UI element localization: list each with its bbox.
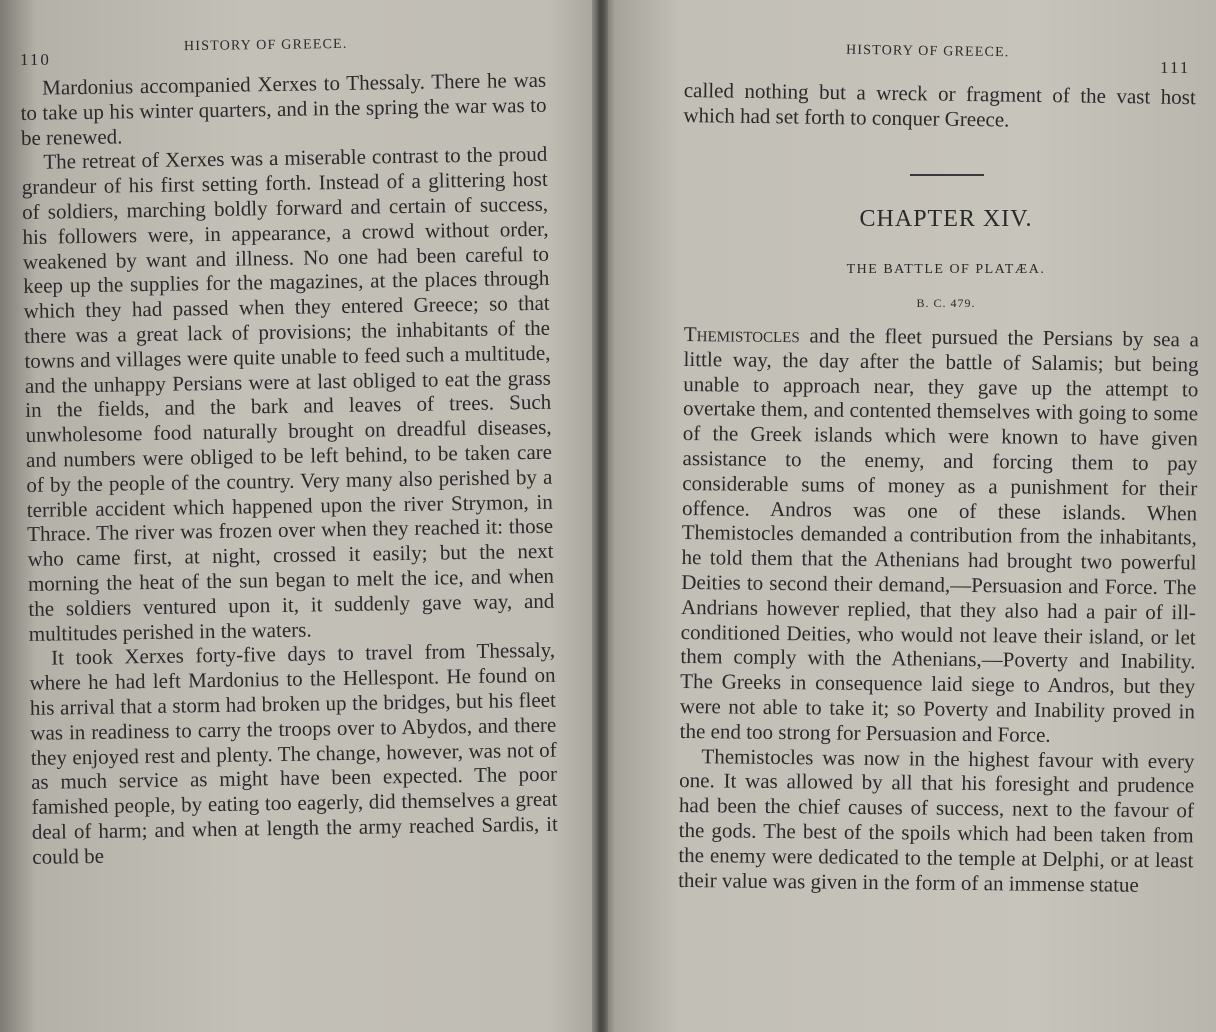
right-paragraph-2: Themistocles was now in the highest favour with every one. It was allowed by all that his foresight and prudence had been the chief causes of success, next to the favour of the gods. The best of the spoils which had been taken from the enemy were dedicated to the temple at Delphi, or at least their value was given in the form of an immense statue xyxy=(678,743,1195,897)
left-paragraph-3: It took Xerxes forty-five days to travel from Thessaly, where he had left Mardonius to the Hellespont. He found on his arrival that a storm had broken up the bridges, but his fleet was in readiness to carry the troops over to Abydos, and there they enjoyed rest and plenty. The change, however, was not of as much service as might have been expected. The poor famished people, by eating too eagerly, did themselves a great deal of harm; and when at length the army reached Sardis, it could be xyxy=(29,637,558,869)
left-body-text xyxy=(20,68,558,870)
paragraph-1-rest: and the fleet pursued the Persians by sea a little way, the day after the battle of Salamis; but being unable to approach near, they gave up the attempt to overtake them, and contented themselves with going to some of the Greek islands which were known to have given assistance to the enemy, and forcing them to pay considerable sums of money as a punishment for their offence. Andros was one of these islands. When Themistocles demanded a contribution from the inhabitants, he told them that the Athenians had brought two powerful Deities to second their demand,—Persuasion and Force. The Andrians however replied, that they also had a pair of ill-conditioned Deities, who would not leave their island, or let them comply with the Athenians,—Poverty and Inability. The Greeks in consequence laid siege to Andros, but they were not able to take it; so Poverty and Inability proved in the end too strong for Persuasion and Force. xyxy=(679,323,1199,747)
right-continued-text xyxy=(683,78,1196,135)
left-paragraph-1: Mardonius accompanied Xerxes to Thessaly. There he was to take up his winter quarters, and in the spring the war was to be renewed. xyxy=(20,67,547,150)
chapter-title: CHAPTER XIV. xyxy=(859,206,1033,232)
left-running-head: HISTORY OF GREECE. xyxy=(183,36,348,55)
chapter-subtitle: THE BATTLE OF PLATÆA. xyxy=(846,262,1046,277)
chapter-date: B. C. 479. xyxy=(916,296,976,310)
left-page-number: 110 xyxy=(20,50,51,69)
right-running-head: HISTORY OF GREECE. xyxy=(845,42,1010,61)
section-rule xyxy=(910,174,984,176)
left-page xyxy=(0,0,594,1032)
right-body-text xyxy=(678,322,1199,898)
right-page xyxy=(606,0,1216,1032)
paragraph-lead-word: Themistocles xyxy=(683,322,800,348)
right-paragraph-1 xyxy=(680,322,1199,749)
right-page-number: 111 xyxy=(1160,58,1191,77)
left-paragraph-2: The retreat of Xerxes was a miserable contrast to the proud grandeur of his first setting forth. Instead of a glittering host of soldiers, marching boldly forward and certain of success, his followers were, in appearance, a crowd without order, weakened by want and illness. No one had been careful to keep up the supplies for the magazines, at the places through which they had passed when they entered Greece; so that there was a great lack of provisions; the inhabitants of the towns and villages were quite unable to feed such a multitude, and the unhappy Persians were at last obliged to eat the grass in the fields, and the bark and leaves of trees. Such unwholesome food naturally brought on dreadful diseases, and numbers were obliged to be left behind, to be taken care of by the people of the country. Very many also perished by a terrible accident which happened upon the river Strymon, in Thrace. The river was frozen over when they reached it: those who came first, at night, crossed it easily; but the next morning the heat of the sun began to melt the ice, and when the soldiers ventured upon it, it suddenly gave way, and multitudes perished in the waters. xyxy=(21,142,555,646)
continued-paragraph: called nothing but a wreck or fragment of the vast host which had set forth to conquer Greece. xyxy=(683,78,1196,132)
